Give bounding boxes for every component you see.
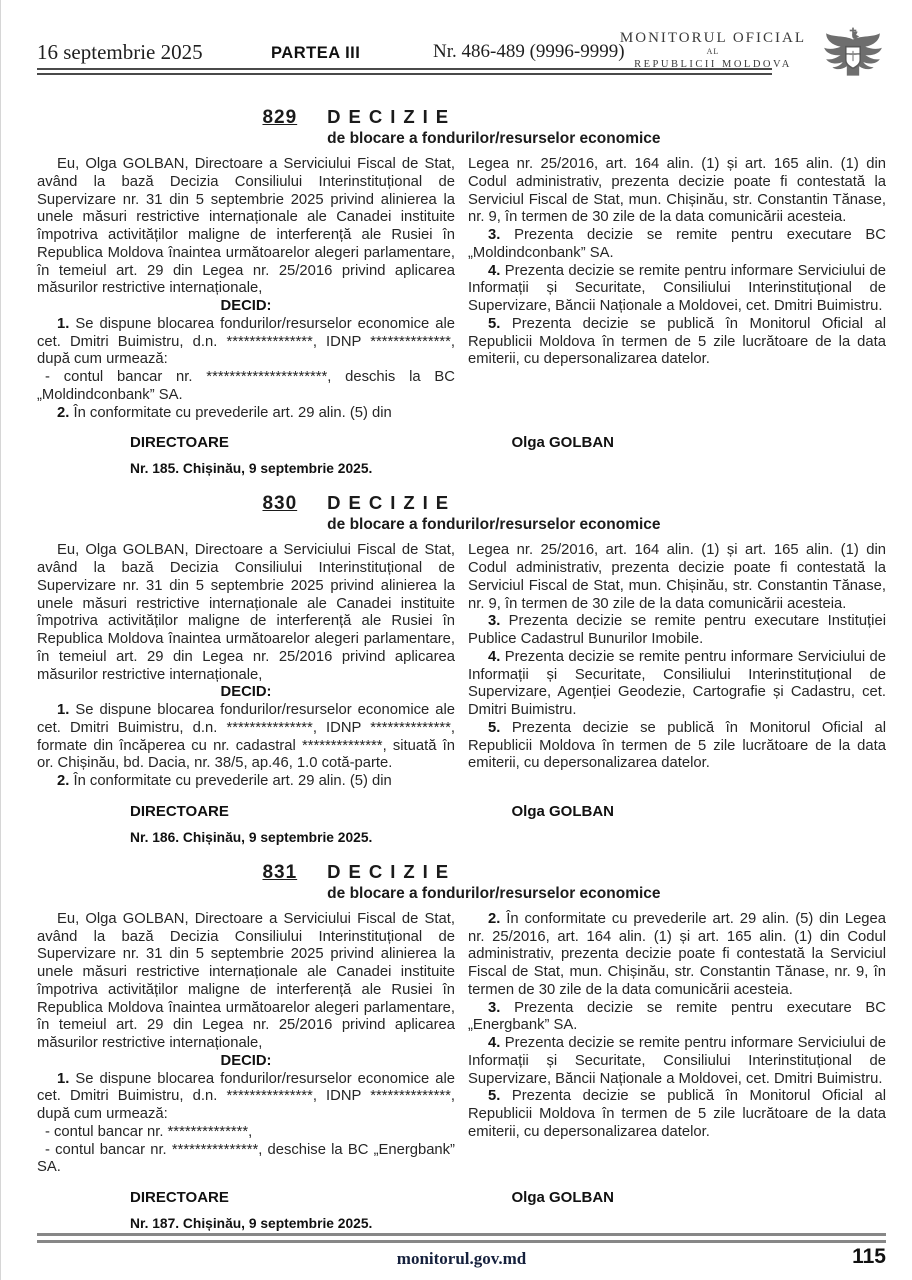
- decision-title: DECIZIE: [327, 860, 457, 882]
- item-text: Prezenta decizie se publică în Monitorul Oficial al Republicii Moldova în termen de 5 zile lucrătoare de la data emiterii, cu depersonalizarea datelor.: [468, 315, 886, 368]
- signer-role: DIRECTOARE: [130, 1189, 229, 1206]
- item-number: 1.: [57, 702, 70, 718]
- item-number: 2.: [488, 910, 501, 927]
- decision-title: DECIZIE: [327, 492, 457, 514]
- intro-paragraph: Eu, Olga GOLBAN, Directoare a Serviciului Fiscal de Stat, având la bază Decizia Consiliului Interinstituțional de Supervizare nr. 31 din 5 septembrie 2025 privind alinierea la unele măsuri restrictive internaționale ale Canadei instituite împotriva activităților maligne de interferență ale Rusiei în Republica Moldova înaintea următoarelor alegeri parlamentare, în temeiul art. 29 din Legea nr. 25/2016 privind aplicarea măsurilor restrictive internaționale,: [37, 542, 455, 683]
- issue-date: 16 septembrie 2025: [37, 40, 203, 64]
- signer-name: Olga GOLBAN: [511, 434, 615, 452]
- item-number: 3.: [488, 999, 501, 1016]
- signature-right: [462, 803, 887, 845]
- masthead: [620, 30, 806, 71]
- continuation-paragraph: Legea nr. 25/2016, art. 164 alin. (1) și art. 165 alin. (1) din Codul administrativ, prezenta decizie poate fi contestată la Serviciul Fiscal de Stat, mun. Chișinău, str. Constantin Tănase, nr. 9, în termen de 30 zile de la data comunicării acesteia.: [468, 542, 886, 612]
- item-2: [37, 405, 455, 423]
- bank-account-line: - contul bancar nr. *********************, deschis la BC „Moldindconbank” SA.: [37, 369, 455, 403]
- decision-heading: [37, 861, 886, 903]
- item-number: 4.: [488, 648, 501, 665]
- decision-body: [37, 156, 886, 422]
- item-text: Se dispune blocarea fondurilor/resurselor economice ale cet. Dmitri Buimistru, d.n. ***************, IDNP **************, după cum urmează:: [37, 315, 455, 368]
- right-column: [468, 156, 886, 422]
- decision-heading: [37, 106, 886, 148]
- signer-name: Olga GOLBAN: [511, 1189, 615, 1206]
- item-1: [37, 1071, 455, 1124]
- item-number: 3.: [488, 227, 501, 243]
- item-text: Prezenta decizie se remite pentru informare Serviciului de Informații și Securitate, Consiliului Interinstituțional de Supervizare, Băncii Naționale a Moldovei, cet. Dmitri Buimistru.: [468, 262, 886, 314]
- item-1: [37, 702, 455, 773]
- decid-label: DECID:: [220, 684, 272, 701]
- masthead-title: MONITORUL OFICIAL: [619, 30, 806, 46]
- item-number: 2.: [57, 404, 70, 421]
- monitorul-website-link[interactable]: monitorul.gov.md: [396, 1249, 527, 1268]
- signature-block: [37, 1189, 886, 1231]
- signer-role: DIRECTOARE: [130, 802, 229, 820]
- signature-left: [37, 803, 462, 845]
- decision-title: DECIZIE: [327, 106, 457, 127]
- item-number: 1.: [57, 1070, 70, 1087]
- decision-830: [37, 492, 886, 847]
- decision-number: 829: [262, 107, 298, 128]
- right-column: [468, 911, 886, 1177]
- item-number: 4.: [488, 1035, 501, 1051]
- footer-row: [37, 1243, 886, 1275]
- decid-label: DECID:: [220, 298, 272, 314]
- right-column: [468, 542, 886, 791]
- item-text: Prezenta decizie se remite pentru executare BC „Moldindconbank” SA.: [468, 227, 886, 261]
- item-5: [468, 316, 886, 369]
- decision-subtitle: de blocare a fondurilor/resurselor economice: [327, 130, 661, 147]
- signature-left: [37, 434, 462, 476]
- item-number: 5.: [488, 1088, 501, 1105]
- item-3: [468, 227, 886, 263]
- item-text: Se dispune blocarea fondurilor/resurselor economice ale cet. Dmitri Buimistru, d.n. ***************, IDNP **************, formate din încăperea cu nr. cadastral **************, situată în or. Chișinău, bd. Dacia, nr. 38/5, ap.46, 1.0 cotă-parte.: [37, 702, 455, 772]
- item-5: [468, 720, 886, 773]
- item-2: [37, 773, 455, 791]
- decision-reference: Nr. 186. Chișinău, 9 septembrie 2025.: [130, 829, 373, 845]
- issue-number: Nr. 486-489 (9996-9999): [433, 41, 625, 62]
- item-text: Prezenta decizie se publică în Monitorul Oficial al Republicii Moldova în termen de 5 zile lucrătoare de la data emiterii, cu depersonalizarea datelor.: [468, 1088, 886, 1140]
- decision-subtitle: de blocare a fondurilor/resurselor economice: [327, 884, 661, 902]
- decision-reference: Nr. 185. Chișinău, 9 septembrie 2025.: [130, 461, 373, 477]
- decision-829: [37, 106, 886, 478]
- decision-titles: [327, 106, 660, 148]
- left-column: [37, 542, 455, 791]
- decision-body: [37, 911, 886, 1177]
- item-number: 4.: [488, 262, 501, 279]
- decision-number: 831: [262, 861, 298, 883]
- decision-heading: [37, 492, 886, 534]
- item-number: 5.: [488, 719, 501, 736]
- page-number: 115: [852, 1245, 886, 1268]
- footer-double-rule: [37, 1233, 886, 1243]
- item-text: În conformitate cu prevederile art. 29 alin. (5) din Legea nr. 25/2016, art. 164 alin. (1) și art. 165 alin. (1) din Codul administrativ, prezenta decizie poate fi contestată la Serviciul Fiscal de Stat, mun. Chișinău, str. Constantin Tănase, nr. 9, în termen de 30 zile de la data comunicării acesteia.: [468, 910, 886, 998]
- item-number: 1.: [57, 315, 70, 332]
- signature-block: [37, 803, 886, 845]
- page-header: [37, 28, 886, 102]
- moldova-coat-of-arms-icon: [820, 26, 886, 93]
- decision-subtitle: de blocare a fondurilor/resurselor economice: [327, 516, 661, 534]
- masthead-republic: REPUBLICII MOLDOVA: [634, 59, 792, 71]
- left-column: [37, 911, 455, 1177]
- item-text: Se dispune blocarea fondurilor/resurselor economice ale cet. Dmitri Buimistru, d.n. ***************, IDNP **************, după cum urmează:: [37, 1070, 455, 1122]
- intro-paragraph: Eu, Olga GOLBAN, Directoare a Serviciului Fiscal de Stat, având la bază Decizia Consiliului Interinstituțional de Supervizare nr. 31 din 5 septembrie 2025 privind alinierea la unele măsuri restrictive internaționale ale Canadei instituite împotriva activităților maligne de interferență ale Rusiei în Republica Moldova înaintea următoarelor alegeri parlamentare, în temeiul art. 29 din Legea nr. 25/2016 privind aplicarea măsurilor restrictive internaționale,: [37, 910, 455, 1051]
- item-1: [37, 316, 455, 369]
- signature-right: [462, 1189, 887, 1231]
- item-number: 5.: [488, 315, 501, 332]
- decision-body: [37, 542, 886, 791]
- intro-paragraph: Eu, Olga GOLBAN, Directoare a Serviciului Fiscal de Stat, având la bază Decizia Consiliului Interinstituțional de Supervizare nr. 31 din 5 septembrie 2025 privind alinierea la unele măsuri restrictive internaționale ale Canadei instituite împotriva activităților maligne de interferență ale Rusiei în Republica Moldova înaintea următoarelor alegeri parlamentare, în temeiul art. 29 din Legea nr. 25/2016 privind aplicarea măsurilor restrictive internaționale,: [37, 156, 455, 297]
- item-text: În conformitate cu prevederile art. 29 alin. (5) din: [73, 773, 392, 789]
- item-text: În conformitate cu prevederile art. 29 alin. (5) din: [73, 404, 392, 421]
- decid-label: DECID:: [220, 1052, 272, 1069]
- decision-number: 830: [262, 493, 298, 515]
- signature-left: [37, 1189, 462, 1231]
- page-footer: [37, 1233, 886, 1280]
- signer-role: DIRECTOARE: [130, 434, 229, 452]
- part-label: PARTEA III: [271, 44, 361, 62]
- decision-831: [37, 861, 886, 1233]
- signer-name: Olga GOLBAN: [511, 802, 615, 820]
- item-text: Prezenta decizie se remite pentru informare Serviciului de Informații și Securitate, Consiliului Interinstituțional de Supervizare, Agenției Geodezie, Cartografie și Cadastru, cet. Dmitri Buimistru.: [468, 648, 886, 718]
- item-number: 3.: [488, 613, 501, 630]
- decision-titles: [327, 861, 660, 903]
- item-4: [468, 649, 886, 720]
- continuation-paragraph: Legea nr. 25/2016, art. 164 alin. (1) și art. 165 alin. (1) din Codul administrativ, prezenta decizie poate fi contestată la Serviciul Fiscal de Stat, mun. Chișinău, str. Constantin Tănase, nr. 9, în termen de 30 zile de la data comunicării acesteia.: [468, 156, 886, 226]
- item-text: Prezenta decizie se remite pentru executare Instituției Publice Cadastrul Bunurilor Imobile.: [468, 613, 886, 647]
- item-2: [468, 911, 886, 1000]
- item-3: [468, 1000, 886, 1036]
- bank-account-line: - contul bancar nr. **************,: [45, 1123, 253, 1140]
- bank-account-line: - contul bancar nr. ***************, deschise la BC „Energbank” SA.: [37, 1141, 455, 1176]
- item-text: Prezenta decizie se publică în Monitorul Oficial al Republicii Moldova în termen de 5 zile lucrătoare de la data emiterii, cu depersonalizarea datelor.: [468, 719, 886, 772]
- left-column: [37, 156, 455, 422]
- decision-reference: Nr. 187. Chișinău, 9 septembrie 2025.: [130, 1216, 373, 1231]
- item-4: [468, 263, 886, 316]
- item-text: Prezenta decizie se remite pentru executare BC „Energbank” SA.: [468, 999, 886, 1034]
- item-3: [468, 613, 886, 649]
- decision-titles: [327, 492, 660, 534]
- item-4: [468, 1035, 886, 1088]
- item-text: Prezenta decizie se remite pentru informare Serviciului de Informații și Securitate, Consiliului Interinstituțional de Supervizare, Băncii Naționale a Moldovei, cet. Dmitri Buimistru.: [468, 1035, 886, 1087]
- signature-block: [37, 434, 886, 476]
- masthead-al: AL: [706, 46, 720, 56]
- item-number: 2.: [57, 773, 70, 789]
- item-5: [468, 1088, 886, 1141]
- signature-right: [462, 434, 887, 476]
